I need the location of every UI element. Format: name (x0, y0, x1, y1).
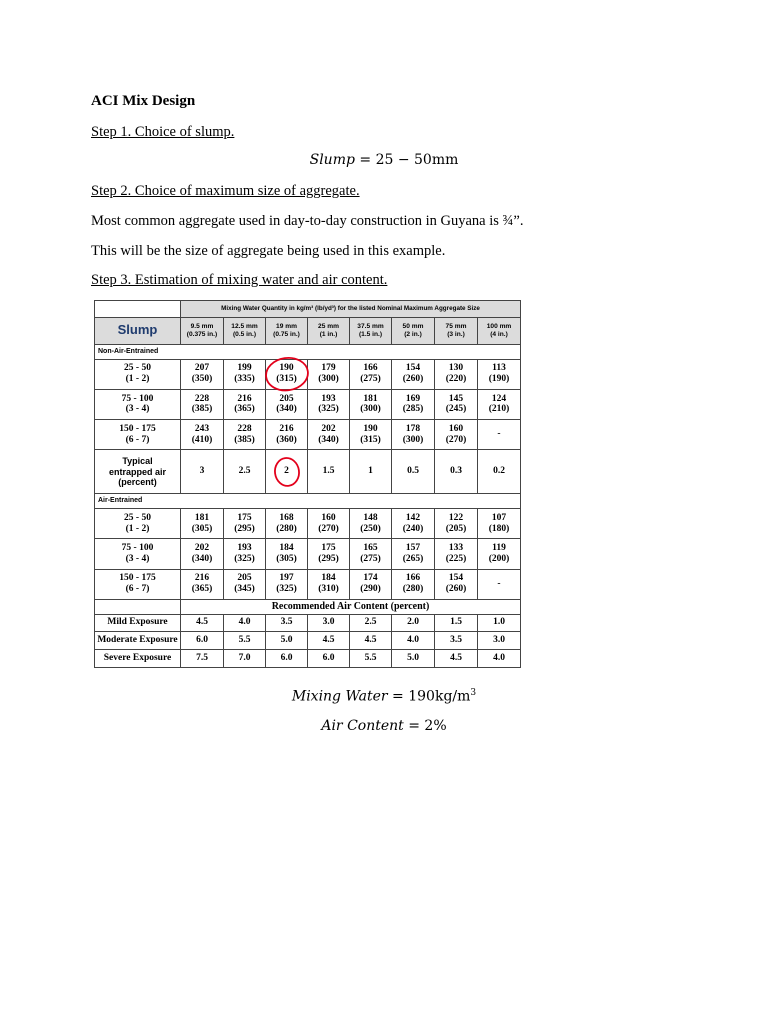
water-value-cell (181, 420, 224, 450)
water-value-cell (478, 359, 521, 389)
cell-line: (350) (191, 374, 213, 385)
cell-line: 145 (448, 393, 464, 404)
water-value-cell (308, 508, 350, 538)
water-value-cell (350, 359, 392, 389)
cell-line: (210) (488, 404, 510, 415)
cell-line: 25 - 50 (124, 363, 151, 374)
water-value-cell (181, 389, 224, 419)
cell-line: 150 - 175 (119, 423, 156, 434)
page-title: ACI Mix Design (91, 93, 196, 109)
water-value-cell (308, 539, 350, 569)
cell-line: 154 (448, 573, 464, 584)
cell-line: (3 - 4) (125, 553, 150, 564)
entrapped-air-value: 2 (266, 450, 308, 494)
cell-line: (6 - 7) (125, 434, 150, 445)
cell-line: 174 (363, 573, 378, 584)
aggregate-size-header (392, 317, 435, 344)
water-value-cell (181, 359, 224, 389)
air-content-value: 5.0 (266, 632, 308, 650)
cell-line: (265) (402, 553, 424, 564)
air-entrained-row (95, 508, 521, 538)
cell-line: 75 - 100 (121, 393, 154, 404)
cell-line: 205 (279, 393, 294, 404)
water-value-cell (478, 569, 521, 599)
air-content-value: 4.0 (392, 632, 435, 650)
non-air-entrained-row (95, 420, 521, 450)
cell-line: Typical (122, 456, 153, 467)
water-value-cell (266, 359, 308, 389)
cell-line: (205) (445, 523, 467, 534)
water-value-cell (392, 389, 435, 419)
water-value-cell (266, 420, 308, 450)
air-content-value: 6.0 (181, 632, 224, 650)
water-value-cell (224, 420, 266, 450)
cell-line: (315) (360, 434, 381, 445)
cell-line: 160 (321, 512, 336, 523)
water-value-cell (435, 508, 478, 538)
slump-eq-rhs: = 25 − 50mm (354, 152, 459, 168)
cell-line: (240) (402, 523, 424, 534)
cell-line: (340) (318, 434, 339, 445)
cell-line: (300) (402, 434, 424, 445)
exposure-label: Mild Exposure (95, 614, 181, 632)
aggregate-size-header (350, 317, 392, 344)
air-content-value: 5.5 (350, 650, 392, 668)
cell-line: 243 (194, 423, 210, 434)
water-value-cell (392, 569, 435, 599)
cell-line: 100 mm (486, 323, 512, 331)
air-content-value: 2.0 (392, 614, 435, 632)
air-content-value: 5.5 (224, 632, 266, 650)
cell-line: 165 (363, 543, 378, 554)
cell-line: (300) (360, 404, 381, 415)
water-value-cell (392, 420, 435, 450)
cell-line: 169 (405, 393, 421, 404)
cell-line: (365) (191, 584, 213, 595)
cell-line: (270) (445, 434, 467, 445)
section-label: Air-Entrained (95, 494, 521, 509)
cell-line: (250) (360, 523, 381, 534)
entrapped-air-value: 0.3 (435, 450, 478, 494)
mix-eq-sup: 3 (470, 688, 477, 698)
table-blank-cell (95, 599, 181, 614)
cell-line: (3 - 4) (125, 404, 150, 415)
water-value-cell (266, 389, 308, 419)
air-content-value: 4.5 (308, 632, 350, 650)
cell-line: 75 mm (445, 323, 467, 331)
cell-line: (275) (360, 374, 381, 385)
cell-line: 216 (279, 423, 294, 434)
air-content-value: 3.0 (308, 614, 350, 632)
entrapped-air-value: 3 (181, 450, 224, 494)
table-header-row (95, 301, 521, 318)
cell-line: 175 (237, 512, 252, 523)
cell-line: entrapped air (108, 466, 166, 477)
cell-line: 184 (279, 543, 294, 554)
water-value-cell (435, 389, 478, 419)
cell-line: 166 (405, 573, 421, 584)
cell-line: 184 (321, 573, 336, 584)
air-content-value: 1.5 (435, 614, 478, 632)
water-value-cell (181, 539, 224, 569)
water-value-cell (350, 569, 392, 599)
aggregate-size-header (478, 317, 521, 344)
aggregate-size-header (308, 317, 350, 344)
cell-line: 122 (448, 512, 464, 523)
water-value-cell (350, 389, 392, 419)
cell-line: 202 (321, 423, 336, 434)
cell-line: (300) (318, 374, 339, 385)
cell-line: (225) (445, 553, 467, 564)
cell-line: (340) (191, 553, 213, 564)
cell-line: 113 (492, 363, 506, 374)
air-entrained-label-row (95, 494, 521, 509)
mix-eq-lhs: Mixing Water (291, 688, 388, 705)
water-value-cell (308, 569, 350, 599)
cell-line: (245) (445, 404, 467, 415)
water-value-cell (435, 569, 478, 599)
air-content-value: 3.5 (435, 632, 478, 650)
air-content-value: 6.0 (266, 650, 308, 668)
cell-line: 193 (321, 393, 336, 404)
cell-line: (1.5 in.) (358, 330, 383, 338)
cell-line: 142 (405, 512, 421, 523)
entrapped-air-value: 0.5 (392, 450, 435, 494)
air-content-value: 4.0 (224, 614, 266, 632)
air-eq-rhs: = 2% (403, 718, 447, 734)
cell-line: (295) (318, 553, 339, 564)
cell-line: 12.5 mm (231, 323, 258, 331)
recommended-air-row (95, 599, 521, 614)
entrapped-air-value: 0.2 (478, 450, 521, 494)
table-caption: Mixing Water Quantity in kg/m³ (lb/yd³) for the listed Nominal Maximum Aggregate Size (181, 301, 521, 318)
recommended-air-label: Recommended Air Content (percent) (181, 599, 521, 614)
air-content-value: 1.0 (478, 614, 521, 632)
exposure-row (95, 614, 521, 632)
cell-line: (280) (276, 523, 297, 534)
water-value-cell (308, 420, 350, 450)
water-value-cell (392, 359, 435, 389)
water-value-cell (435, 539, 478, 569)
water-value-cell (266, 539, 308, 569)
entrapped-air-value: 1 (350, 450, 392, 494)
water-value-cell (308, 359, 350, 389)
cell-line: (220) (445, 374, 467, 385)
cell-line: (260) (445, 584, 467, 595)
water-value-cell (435, 359, 478, 389)
air-content-value: 3.5 (266, 614, 308, 632)
cell-line: 190 (363, 423, 378, 434)
water-value-cell (266, 569, 308, 599)
cell-line: (290) (360, 584, 381, 595)
air-content-value: 4.5 (181, 614, 224, 632)
air-content-value: 5.0 (392, 650, 435, 668)
water-value-cell (392, 539, 435, 569)
cell-line: (1 - 2) (125, 523, 150, 534)
cell-line: 160 (448, 423, 464, 434)
air-content-value: 4.5 (350, 632, 392, 650)
water-value-cell (435, 420, 478, 450)
aggregate-size-header (224, 317, 266, 344)
air-eq-lhs: Air Content (321, 718, 404, 734)
cell-line: (200) (488, 553, 510, 564)
section-label: Non-Air-Entrained (95, 344, 521, 359)
step3-heading: Step 3. Estimation of mixing water and air content. (91, 272, 388, 288)
slump-eq-lhs: Slump (309, 152, 355, 168)
water-value-cell (478, 539, 521, 569)
cell-line: 178 (405, 423, 421, 434)
cell-line: 166 (363, 363, 378, 374)
water-value-cell (478, 420, 521, 450)
entrapped-air-value: 1.5 (308, 450, 350, 494)
non-air-entrained-row (95, 389, 521, 419)
cell-line: (305) (276, 553, 297, 564)
water-value-cell (350, 420, 392, 450)
cell-line: (310) (318, 584, 339, 595)
entrapped-air-value: 2.5 (224, 450, 266, 494)
water-value-cell (224, 569, 266, 599)
cell-line: (0.5 in.) (232, 330, 257, 338)
air-entrained-row (95, 539, 521, 569)
cell-line: (3 in.) (447, 330, 465, 338)
water-value-cell (224, 508, 266, 538)
air-entrained-row (95, 569, 521, 599)
cell-line: 205 (237, 573, 252, 584)
cell-line: 75 - 100 (121, 543, 154, 554)
exposure-row (95, 650, 521, 668)
cell-line: 199 (237, 363, 252, 374)
cell-line: 9.5 mm (190, 323, 214, 331)
slump-range-cell (95, 359, 181, 389)
cell-line: (385) (234, 434, 255, 445)
cell-line: 228 (237, 423, 252, 434)
cell-line: 107 (491, 512, 507, 523)
water-value-cell (224, 539, 266, 569)
cell-line: 157 (405, 543, 421, 554)
slump-equation (0, 152, 768, 168)
cell-line: 25 mm (318, 323, 339, 331)
cell-line: 50 mm (402, 323, 424, 331)
cell-line: (4 in.) (490, 330, 508, 338)
air-content-value: 2.5 (350, 614, 392, 632)
cell-line: 154 (405, 363, 421, 374)
cell-line: (385) (191, 404, 213, 415)
entrapped-air-row (95, 450, 521, 494)
step2-heading: Step 2. Choice of maximum size of aggregate. (91, 183, 360, 199)
cell-line: (190) (488, 374, 510, 385)
table-size-row (95, 317, 521, 344)
slump-header: Slump (95, 317, 181, 344)
slump-range-cell (95, 539, 181, 569)
water-value-cell (266, 508, 308, 538)
water-value-cell (181, 569, 224, 599)
cell-line: - (497, 429, 501, 440)
water-value-cell (181, 508, 224, 538)
cell-line: 133 (448, 543, 464, 554)
air-content-value: 4.5 (435, 650, 478, 668)
air-content-value: 7.0 (224, 650, 266, 668)
step1-heading: Step 1. Choice of slump. (91, 124, 235, 140)
slump-range-cell (95, 508, 181, 538)
cell-line: 124 (491, 393, 507, 404)
cell-line: 216 (194, 573, 210, 584)
cell-line: (280) (402, 584, 424, 595)
cell-line: 193 (237, 543, 252, 554)
air-content-value: 7.5 (181, 650, 224, 668)
water-value-cell (308, 389, 350, 419)
aggregate-size-header (266, 317, 308, 344)
cell-line: (305) (191, 523, 213, 534)
cell-line: 130 (448, 363, 464, 374)
cell-line: (325) (234, 553, 255, 564)
cell-line: 207 (194, 363, 210, 374)
water-value-cell (350, 539, 392, 569)
cell-line: (325) (276, 584, 297, 595)
cell-line: 181 (363, 393, 378, 404)
slump-range-cell (95, 420, 181, 450)
slump-range-cell (95, 569, 181, 599)
cell-line: 119 (492, 543, 506, 554)
cell-line: (325) (318, 404, 339, 415)
cell-line: (340) (276, 404, 297, 415)
cell-line: 19 mm (276, 323, 297, 331)
cell-line: 181 (194, 512, 210, 523)
cell-line: (270) (318, 523, 339, 534)
cell-line: (0.75 in.) (273, 330, 300, 338)
water-value-cell (350, 508, 392, 538)
cell-line: - (497, 578, 501, 589)
air-content-value: 3.0 (478, 632, 521, 650)
water-value-cell (478, 389, 521, 419)
cell-line: (285) (402, 404, 424, 415)
cell-line: (410) (191, 434, 213, 445)
paragraph-aggregate: Most common aggregate used in day-to-day construction in Guyana is ¾”. (91, 213, 524, 229)
exposure-label: Moderate Exposure (95, 632, 181, 650)
non-air-entrained-row (95, 359, 521, 389)
cell-line: (6 - 7) (125, 584, 150, 595)
cell-line: 168 (279, 512, 294, 523)
air-content-value: 4.0 (478, 650, 521, 668)
cell-line: (260) (402, 374, 424, 385)
water-value-cell (392, 508, 435, 538)
entrapped-air-label (95, 450, 181, 494)
cell-line: 197 (279, 573, 294, 584)
cell-line: 179 (321, 363, 336, 374)
water-value-cell (224, 389, 266, 419)
cell-line: 228 (194, 393, 210, 404)
cell-line: (275) (360, 553, 381, 564)
paragraph-size: This will be the size of aggregate being used in this example. (91, 243, 446, 259)
cell-line: 190 (279, 363, 294, 374)
cell-line: (335) (234, 374, 255, 385)
cell-line: (345) (234, 584, 255, 595)
non-air-entrained-label-row (95, 344, 521, 359)
cell-line: (295) (234, 523, 255, 534)
aggregate-size-header (435, 317, 478, 344)
cell-line: 148 (363, 512, 378, 523)
exposure-row (95, 632, 521, 650)
slump-range-cell (95, 389, 181, 419)
cell-line: 37.5 mm (357, 323, 384, 331)
cell-line: (180) (488, 523, 510, 534)
cell-line: 216 (237, 393, 252, 404)
cell-line: 202 (194, 543, 210, 554)
cell-line: (315) (276, 374, 297, 385)
cell-line: (360) (276, 434, 297, 445)
water-value-cell (224, 359, 266, 389)
aggregate-size-header (181, 317, 224, 344)
air-content-value: 6.0 (308, 650, 350, 668)
cell-line: (1 in.) (319, 330, 338, 338)
cell-line: (2 in.) (404, 330, 422, 338)
table-corner-cell (95, 301, 181, 318)
mix-eq-rhs: = 190kg/m (387, 688, 471, 705)
mixing-water-equation (0, 688, 768, 705)
air-content-equation (0, 718, 768, 734)
cell-line: (365) (234, 404, 255, 415)
aci-mix-table (94, 300, 521, 668)
water-value-cell (478, 508, 521, 538)
cell-line: 150 - 175 (119, 573, 156, 584)
cell-line: 175 (321, 543, 336, 554)
cell-line: (percent) (118, 477, 157, 488)
cell-line: 25 - 50 (124, 512, 151, 523)
cell-line: (0.375 in.) (186, 330, 218, 338)
cell-line: (1 - 2) (125, 374, 150, 385)
exposure-label: Severe Exposure (95, 650, 181, 668)
